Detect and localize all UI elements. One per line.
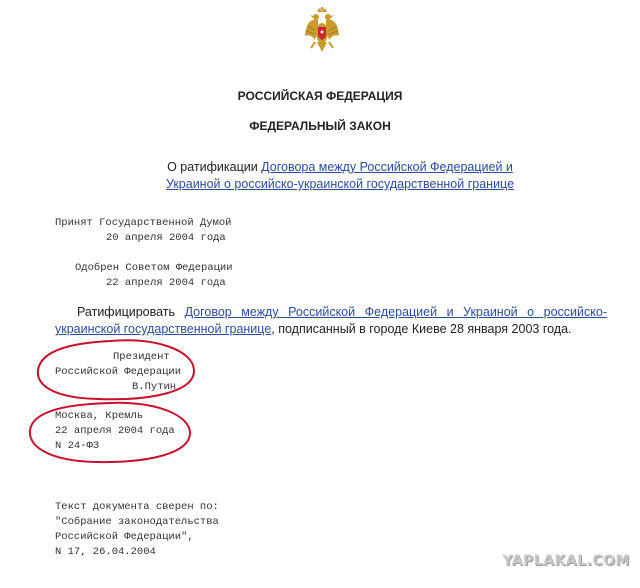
law-number: N 24-ФЗ xyxy=(55,440,100,452)
watermark: YAPLAKAL.COM xyxy=(502,553,630,569)
law-title-prefix: О ратификации xyxy=(167,160,262,174)
adopted-line1: Принят Государственной Думой xyxy=(55,217,232,229)
approved-line1: Одобрен Советом Федерации xyxy=(75,262,233,274)
country-heading: РОССИЙСКАЯ ФЕДЕРАЦИЯ xyxy=(237,89,403,103)
approved-date: 22 апреля 2004 года xyxy=(106,277,226,289)
ratify-rest: , подписанный в городе Киеве 28 января 2003 года. xyxy=(271,322,572,336)
date-oval xyxy=(30,403,190,462)
signature-oval xyxy=(38,340,194,399)
treaty-title-link-line2[interactable]: Украиной о российско-украинской государственной границе xyxy=(165,177,515,191)
source-line1: Текст документа сверен по: xyxy=(55,501,219,513)
ratify-verb: Ратифицировать xyxy=(77,305,185,319)
source-line2: "Собрание законодательства xyxy=(55,516,219,528)
signature-country: Российской Федерации xyxy=(55,366,182,378)
adopted-date: 20 апреля 2004 года xyxy=(106,232,226,244)
source-line4: N 17, 26.04.2004 xyxy=(55,546,156,558)
signature-title: Президент xyxy=(113,351,170,363)
source-line3: Российской Федерации", xyxy=(55,531,194,543)
treaty-link[interactable]: Договор между Российской Федерацией и Украиной о российско-украинской государственной границе xyxy=(55,305,607,336)
signature-name: В.Путин xyxy=(132,381,177,393)
law-type-heading: ФЕДЕРАЛЬНЫЙ ЗАКОН xyxy=(249,119,391,133)
place-line: Москва, Кремль xyxy=(55,410,144,422)
signing-date: 22 апреля 2004 года xyxy=(55,425,175,437)
treaty-title-link-line1[interactable]: Договора между Российской Федерацией и xyxy=(261,160,513,174)
